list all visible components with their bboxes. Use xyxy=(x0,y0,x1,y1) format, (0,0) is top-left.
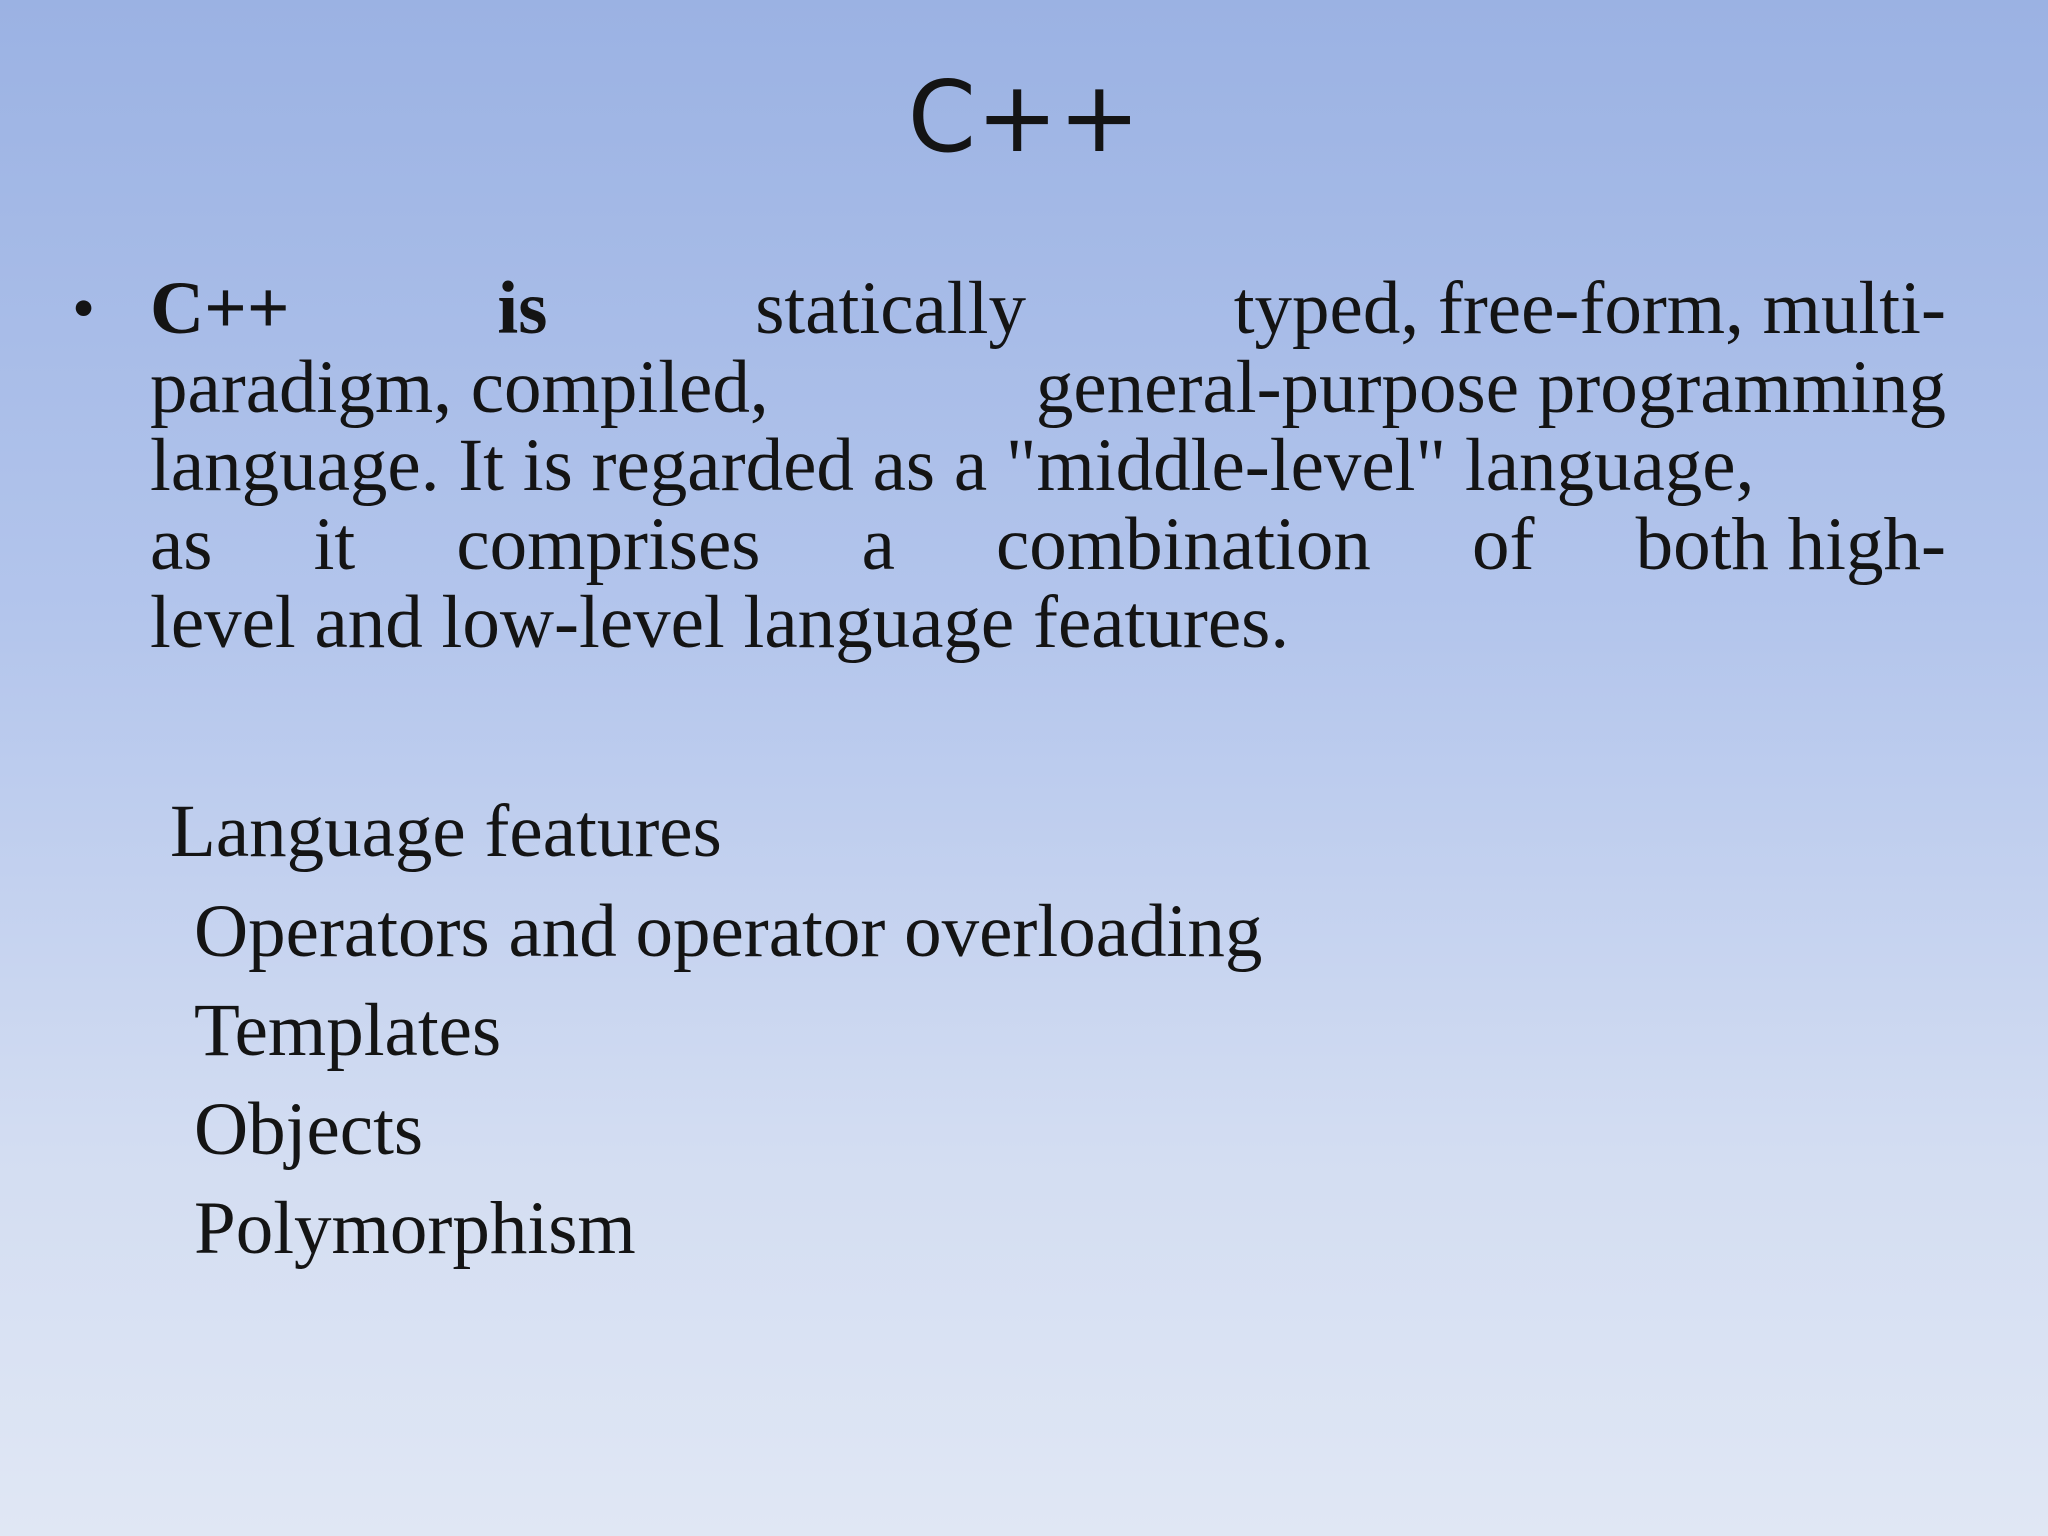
features-list xyxy=(170,882,1262,1278)
bullet-word: both high- xyxy=(1635,502,1946,586)
bullet-word: a xyxy=(861,502,895,586)
feature-item-operators: Operators and operator overloading xyxy=(194,890,1263,973)
feature-item-objects: Objects xyxy=(194,1088,424,1171)
bullet-line-5-text: level and low-level language features. xyxy=(150,581,1290,664)
bullet-line-3-text: language. It is regarded as a "middle-level" language, xyxy=(150,424,1755,507)
bullet-text xyxy=(150,267,1946,664)
bold-term-is: is xyxy=(497,267,548,350)
features-heading: Language features xyxy=(170,790,722,873)
bullet-word: statically xyxy=(755,267,1026,350)
bullet-line-4 xyxy=(150,502,1946,586)
bullet-marker: • xyxy=(72,272,96,345)
bold-term-cpp: C++ xyxy=(150,267,290,350)
bullet-word: as xyxy=(150,502,213,586)
language-features-section xyxy=(170,782,1262,1278)
bullet-line-1 xyxy=(150,267,1946,350)
bullet-line-5 xyxy=(150,581,1946,664)
bullet-word: comprises xyxy=(456,502,761,586)
bullet-line-3 xyxy=(150,424,1946,507)
slide-title: C++ xyxy=(907,61,1141,175)
bullet-line-1-rest: typed, free-form, multi- xyxy=(1233,267,1946,350)
bullet-line-2-part-b: general-purpose programming xyxy=(1035,345,1946,429)
bullet-line-2 xyxy=(150,345,1946,429)
bullet-word: combination xyxy=(995,502,1371,586)
bullet-word: of xyxy=(1471,502,1535,586)
feature-item-polymorphism: Polymorphism xyxy=(194,1187,636,1270)
bullet-line-2-part-a: paradigm, compiled, xyxy=(150,345,769,429)
bullet-word: it xyxy=(313,502,356,586)
feature-item-templates: Templates xyxy=(194,989,502,1072)
